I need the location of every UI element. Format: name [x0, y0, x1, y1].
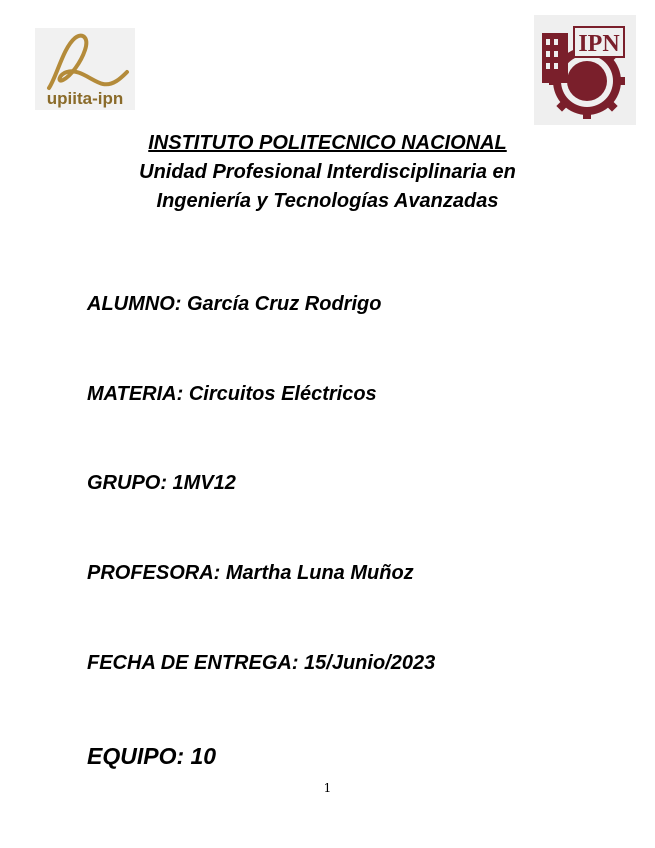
team-field: EQUIPO: 10	[87, 743, 217, 769]
unit-line-2: Ingeniería y Tecnologías Avanzadas	[156, 190, 499, 212]
student-field: ALUMNO: García Cruz Rodrigo	[87, 293, 382, 315]
ipn-logo-text: IPN	[578, 31, 620, 57]
upiita-logo-text: upiita-ipn	[46, 89, 124, 108]
subject-field: MATERIA: Circuitos Eléctricos	[87, 383, 377, 405]
group-field: GRUPO: 1MV12	[87, 472, 236, 494]
ipn-logo	[534, 15, 636, 125]
document-header	[0, 129, 655, 216]
due-date-field: FECHA DE ENTREGA: 15/Junio/2023	[87, 652, 436, 674]
teacher-field: PROFESORA: Martha Luna Muñoz	[87, 562, 414, 584]
unit-line-1: Unidad Profesional Interdisciplinaria en	[139, 161, 516, 183]
upiita-logo	[35, 28, 135, 110]
institution-title: INSTITUTO POLITECNICO NACIONAL	[148, 132, 507, 154]
page-number: 1	[323, 781, 332, 795]
